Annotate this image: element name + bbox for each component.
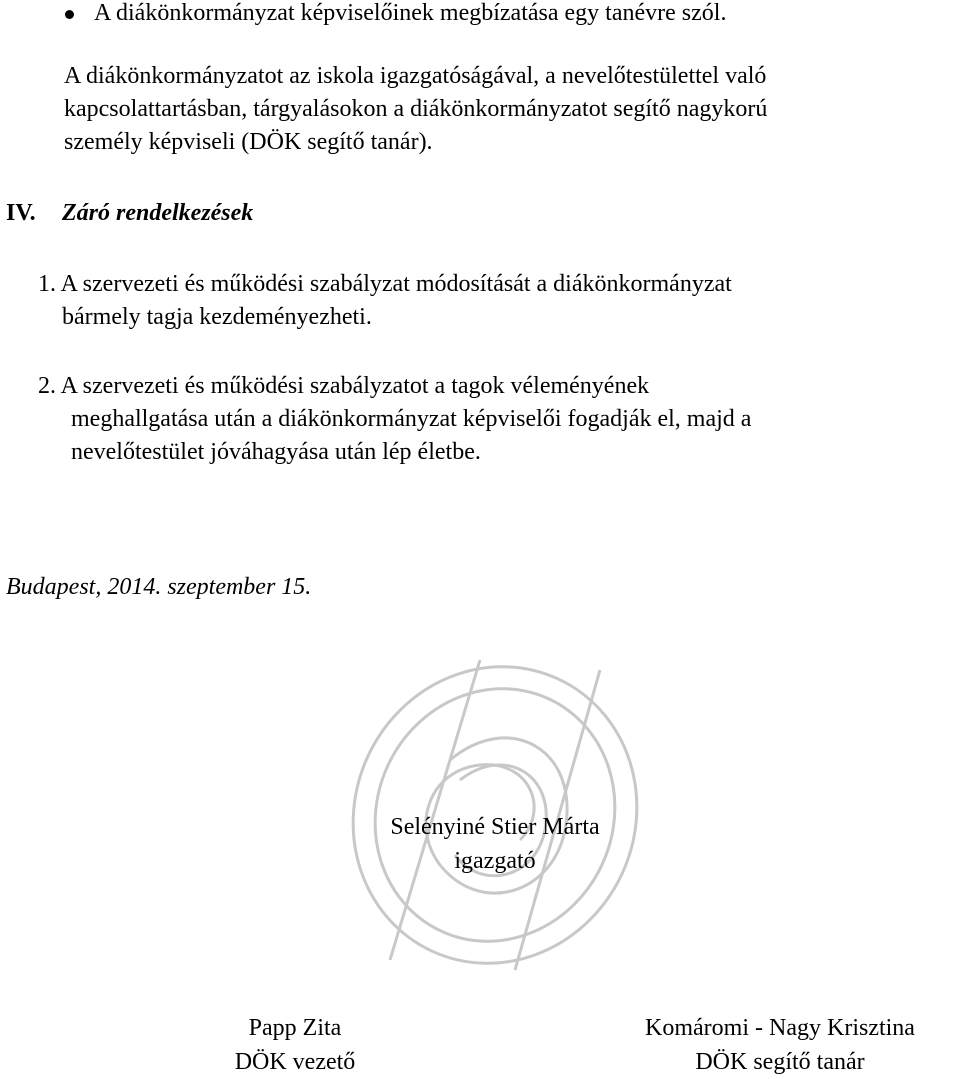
bullet-marker	[65, 10, 74, 19]
item-line: nevelőtestület jóváhagyása után lép életbe.	[71, 439, 481, 465]
paragraph-line: személy képviseli (DÖK segítő tanár).	[64, 129, 433, 155]
item-line: 2. A szervezeti és működési szabályzatot a tagok véleményének	[38, 373, 650, 399]
representation-paragraph	[64, 60, 944, 159]
bullet-text: A diákönkormányzat képviselőinek megbízatása egy tanévre szól.	[94, 0, 727, 26]
item-line: 1. A szervezeti és működési szabályzat módosítását a diákönkormányzat	[38, 271, 732, 297]
item-line: meghallgatása után a diákönkormányzat képviselői fogadják el, majd a	[71, 406, 752, 432]
paragraph-line: A diákönkormányzatot az iskola igazgatóságával, a nevelőtestülettel való	[64, 63, 767, 89]
dok-leader-role: DÖK vezető	[234, 1049, 356, 1075]
principal-role: igazgató	[454, 848, 536, 874]
principal-signature-block	[330, 810, 660, 878]
numbered-item-2	[38, 370, 751, 469]
paragraph-line: kapcsolattartásban, tárgyalásokon a diákönkormányzatot segítő nagykorú	[64, 96, 768, 122]
dok-teacher-role: DÖK segítő tanár	[695, 1049, 865, 1075]
item-line: bármely tagja kezdeményezheti.	[62, 304, 372, 330]
dok-leader-name: Papp Zita	[248, 1015, 342, 1041]
dok-teacher-signature-block	[600, 1011, 960, 1079]
dok-leader-signature-block	[180, 1011, 410, 1079]
principal-name: Selényiné Stier Márta	[390, 814, 600, 840]
dok-teacher-name: Komáromi - Nagy Krisztina	[645, 1015, 915, 1041]
section-number: IV.	[6, 200, 36, 226]
section-heading	[6, 198, 253, 228]
numbered-item-1	[38, 268, 732, 334]
place-and-date: Budapest, 2014. szeptember 15.	[6, 574, 312, 600]
section-title: Záró rendelkezések	[62, 200, 254, 226]
